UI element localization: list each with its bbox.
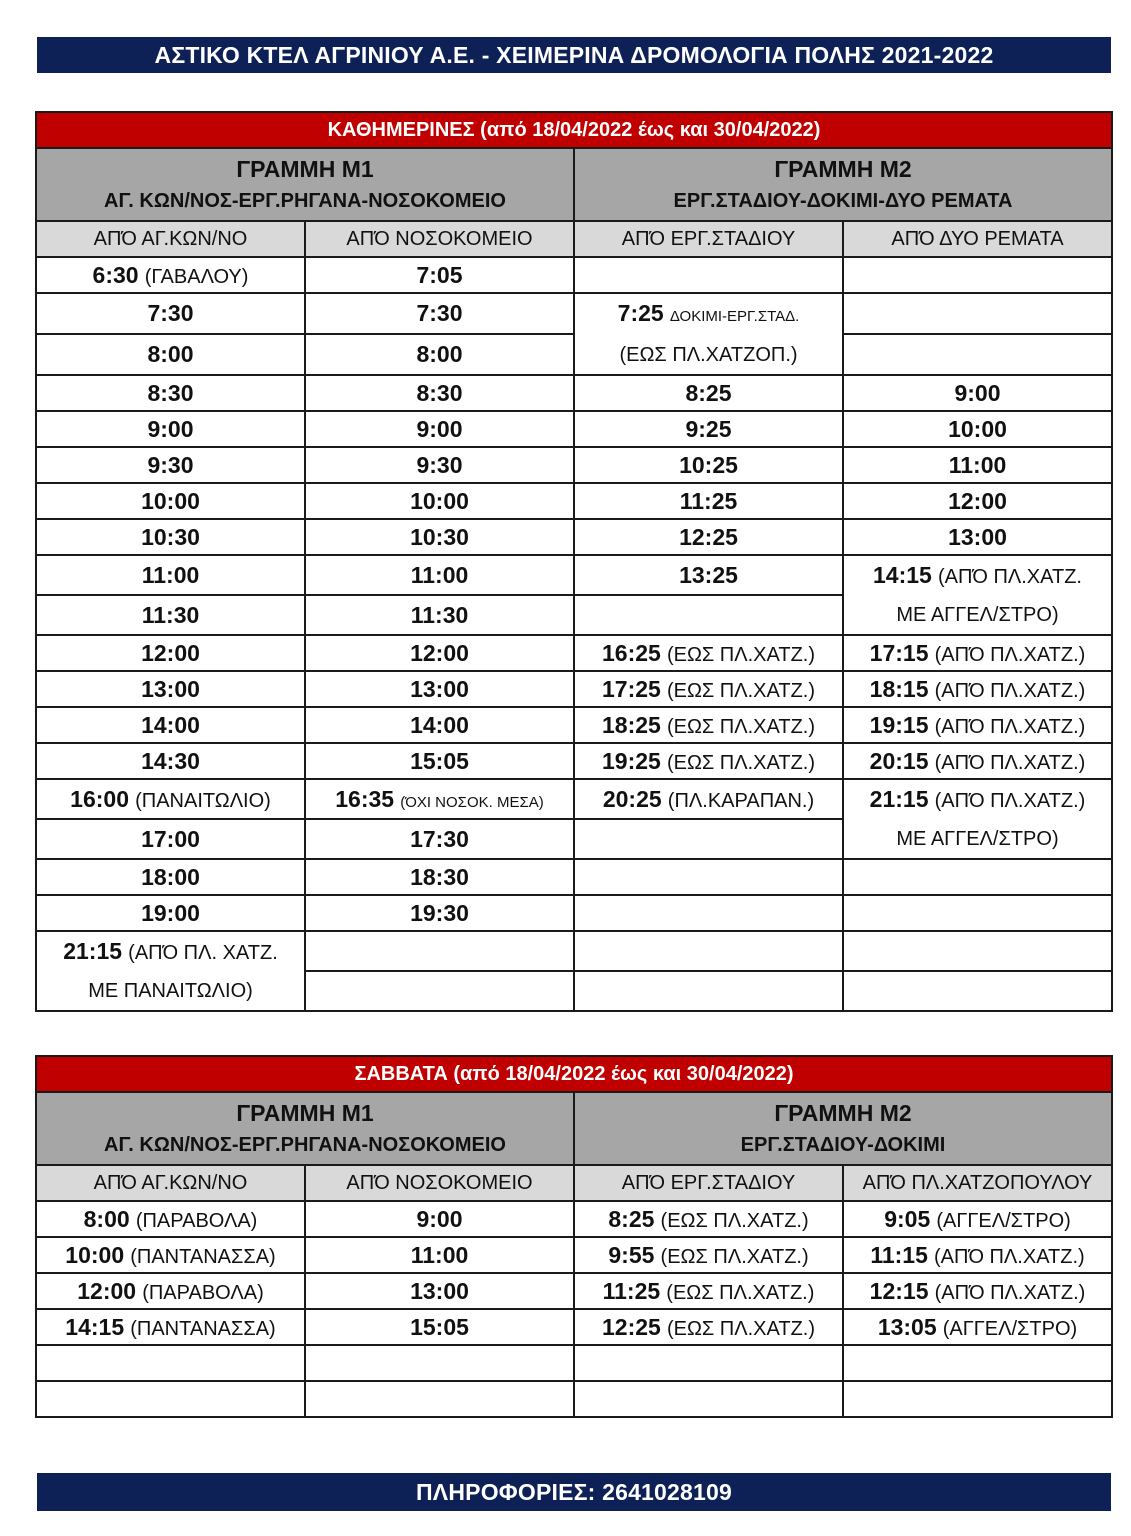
departure-time: 8:00 [83, 1205, 130, 1232]
departure-cell [843, 1201, 1112, 1237]
departure-cell [574, 555, 843, 595]
departure-cell [36, 483, 305, 519]
departure-note-line2: ΜΕ ΠΑΝΑΙΤΩΛΙΟ) [88, 980, 253, 1002]
departure-cell [36, 895, 305, 931]
departure-cell [305, 707, 574, 743]
departure-time: 13:05 [877, 1313, 937, 1340]
page-title: ΑΣΤΙΚΟ ΚΤΕΛ ΑΓΡΙΝΙΟΥ Α.Ε. - ΧΕΙΜΕΡΙΝΑ ΔΡΟΜΟΛΟΓΙΑ ΠΟΛΗΣ 2021-2022 [154, 41, 994, 68]
empty-cell [843, 971, 1112, 1011]
line-m2-route: ΕΡΓ.ΣΤΑΔΙΟΥ-ΔΟΚΙΜΙ-ΔΥΟ ΡΕΜΑΤΑ [673, 190, 1013, 213]
departure-cell [574, 411, 843, 447]
departure-time: 19:15 [869, 711, 929, 738]
empty-cell [574, 819, 843, 859]
schedule-row [36, 519, 1112, 555]
departure-time: 10:30 [410, 523, 469, 550]
departure-note: (ΓΑΒΑΛΟΥ) [144, 265, 249, 288]
schedule-row [36, 293, 1112, 334]
schedule-row [36, 375, 1112, 411]
departure-time: 17:30 [410, 825, 469, 852]
empty-cell [843, 1345, 1112, 1381]
departure-cell [305, 819, 574, 859]
empty-cell [574, 595, 843, 635]
departure-cell [305, 743, 574, 779]
schedule-row [36, 1273, 1112, 1309]
departure-time: 9:05 [884, 1205, 931, 1232]
departure-cell [843, 1237, 1112, 1273]
departure-note: (ΕΩΣ ΠΛ.ΧΑΤΖ.) [666, 751, 816, 774]
empty-cell [574, 971, 843, 1011]
empty-cell [36, 1345, 305, 1381]
schedule-row [36, 411, 1112, 447]
empty-cell [843, 895, 1112, 931]
departure-time: 13:00 [948, 523, 1007, 550]
departure-note: (ΑΠΌ ΠΛ.ΧΑΤΖ.) [934, 751, 1086, 774]
departure-cell [305, 334, 574, 375]
schedule-row [36, 1381, 1112, 1417]
departure-cell [843, 375, 1112, 411]
departure-note: (ΑΠΌ ΠΛ.ΧΑΤΖ.) [934, 643, 1086, 666]
departure-cell [36, 1201, 305, 1237]
departure-cell [574, 483, 843, 519]
departure-time: 12:25 [601, 1313, 661, 1340]
departure-cell [574, 671, 843, 707]
departure-cell [305, 293, 574, 334]
departure-cell [36, 671, 305, 707]
departure-time: 16:25 [601, 639, 661, 666]
departure-cell [305, 859, 574, 895]
departure-cell [574, 1309, 843, 1345]
departure-note: (ΑΠΌ ΠΛ. ΧΑΤΖ. [128, 942, 278, 964]
departure-time: 10:30 [141, 523, 200, 550]
departure-cell [574, 447, 843, 483]
empty-cell [843, 257, 1112, 293]
departure-time: 13:00 [141, 675, 200, 702]
departure-cell [305, 1273, 574, 1309]
departure-time: 12:00 [948, 487, 1007, 514]
empty-cell [574, 895, 843, 931]
departure-time: 11:30 [141, 601, 200, 628]
schedule-row [36, 779, 1112, 819]
departure-time: 17:25 [601, 675, 661, 702]
saturday-line-m1-header [36, 1092, 574, 1165]
departure-time: 11:00 [948, 451, 1007, 478]
departure-cell [36, 779, 305, 819]
departure-time: 14:15 [65, 1313, 125, 1340]
departure-time: 8:25 [685, 379, 732, 406]
weekday-line-m1-header [36, 148, 574, 221]
departure-time: 8:30 [147, 379, 194, 406]
departure-time: 11:25 [602, 1277, 661, 1304]
departure-time: 12:00 [141, 639, 200, 666]
departure-cell [36, 743, 305, 779]
departure-time: 18:00 [141, 863, 200, 890]
empty-cell [36, 1381, 305, 1417]
departure-time: 13:25 [679, 561, 738, 588]
departure-cell [843, 635, 1112, 671]
departure-note: (ΑΠΌ ΠΛ.ΧΑΤΖ.) [934, 1245, 1085, 1268]
departure-note: (ΑΓΓΕΛ/ΣΤΡΟ) [942, 1317, 1078, 1340]
schedule-row [36, 1345, 1112, 1381]
departure-time: 19:25 [601, 747, 661, 774]
departure-cell [36, 519, 305, 555]
departure-time: 20:15 [869, 747, 929, 774]
schedule-row [36, 635, 1112, 671]
empty-cell [843, 931, 1112, 971]
departure-note: (ΕΩΣ ΠΛ.ΧΑΤΖ.) [666, 679, 816, 702]
departure-time: 14:00 [410, 711, 469, 738]
direction-header: ΑΠΌ ΝΟΣΟΚΟΜΕΙΟ [305, 1165, 574, 1201]
empty-cell [843, 334, 1112, 375]
title-bar [37, 37, 1111, 73]
departure-cell [843, 447, 1112, 483]
departure-cell [574, 1237, 843, 1273]
departure-time: 17:15 [869, 639, 929, 666]
departure-cell [305, 411, 574, 447]
departure-time: 11:15 [870, 1241, 928, 1268]
departure-time: 11:00 [410, 561, 469, 588]
departure-cell [36, 1237, 305, 1273]
departure-time: 10:00 [948, 415, 1007, 442]
departure-time: 16:35 [335, 785, 395, 812]
departure-cell [574, 635, 843, 671]
departure-cell [305, 447, 574, 483]
line-m2-route: ΕΡΓ.ΣΤΑΔΙΟΥ-ΔΟΚΙΜΙ [740, 1134, 946, 1157]
departure-time: 10:00 [65, 1241, 125, 1268]
departure-time: 21:15 [869, 786, 929, 812]
schedule-row [36, 447, 1112, 483]
departure-cell [36, 859, 305, 895]
schedule-row [36, 931, 1112, 971]
departure-note: (ΑΓΓΕΛ/ΣΤΡΟ) [936, 1209, 1071, 1232]
departure-cell [36, 635, 305, 671]
empty-cell [843, 1381, 1112, 1417]
departure-time: 18:15 [869, 675, 929, 702]
schedule-row [36, 555, 1112, 595]
departure-time: 13:00 [410, 1277, 469, 1304]
schedule-row [36, 743, 1112, 779]
weekday-schedule-table [35, 111, 1113, 1012]
departure-note: (ΕΩΣ ΠΛ.ΧΑΤΖ.) [660, 1245, 809, 1268]
departure-cell [843, 483, 1112, 519]
departure-note: (ΠΑΡΑΒΟΛΑ) [135, 1209, 258, 1232]
weekday-period-header: ΚΑΘΗΜΕΡΙΝΕΣ (από 18/04/2022 έως και 30/04/2022) [36, 112, 1112, 148]
departure-cell [305, 1201, 574, 1237]
departure-note: (ΕΩΣ ΠΛ.ΧΑΤΖ.) [666, 1281, 815, 1304]
departure-note: (ΑΠΌ ΠΛ.ΧΑΤΖ.) [934, 1281, 1086, 1304]
departure-note: (ΠΑΡΑΒΟΛΑ) [142, 1281, 264, 1304]
departure-time: 12:15 [869, 1277, 929, 1304]
empty-cell [574, 859, 843, 895]
departure-time: 10:00 [410, 487, 469, 514]
departure-time: 11:30 [410, 601, 469, 628]
departure-cell [305, 1309, 574, 1345]
direction-header: ΑΠΌ ΕΡΓ.ΣΤΑΔΙΟΥ [574, 1165, 843, 1201]
departure-cell [843, 707, 1112, 743]
departure-cell [843, 779, 1112, 859]
departure-time: 15:05 [410, 1313, 469, 1340]
schedule-row [36, 257, 1112, 293]
departure-note: (ΑΠΌ ΠΛ.ΧΑΤΖ.) [934, 679, 1086, 702]
departure-cell [843, 671, 1112, 707]
departure-cell [36, 447, 305, 483]
departure-time: 12:25 [679, 523, 738, 550]
departure-time: 14:15 [873, 562, 932, 588]
departure-time: 11:25 [679, 487, 738, 514]
departure-time: 8:00 [147, 341, 194, 367]
departure-cell [574, 779, 843, 819]
line-m2-name: ΓΡΑΜΜΗ Μ2 [774, 1099, 912, 1126]
saturday-schedule-table [35, 1055, 1113, 1418]
departure-cell [305, 519, 574, 555]
empty-cell [843, 293, 1112, 334]
departure-cell [305, 375, 574, 411]
departure-cell [305, 555, 574, 595]
departure-cell [36, 931, 305, 1011]
weekday-line-m2-header [574, 148, 1112, 221]
departure-time: 18:25 [601, 711, 661, 738]
departure-note: (ΑΠΌ ΠΛ.ΧΑΤΖ.) [934, 790, 1086, 812]
line-m1-name: ΓΡΑΜΜΗ Μ1 [236, 1099, 374, 1126]
departure-note: (ΕΩΣ ΠΛ.ΧΑΤΖ.) [666, 1317, 816, 1340]
departure-time: 8:25 [608, 1205, 655, 1232]
departure-cell [305, 895, 574, 931]
departure-cell [305, 779, 574, 819]
departure-cell [843, 519, 1112, 555]
info-phone: ΠΛΗΡΟΦΟΡΙΕΣ: 2641028109 [416, 1478, 732, 1505]
departure-note-line2: ΜΕ ΑΓΓΕΛ/ΣΤΡΟ) [896, 828, 1059, 850]
departure-cell [36, 595, 305, 635]
departure-time: 16:00 [70, 785, 129, 812]
schedule-row [36, 1309, 1112, 1345]
departure-cell [36, 411, 305, 447]
direction-header: ΑΠΌ ΝΟΣΟΚΟΜΕΙΟ [305, 221, 574, 257]
departure-time: 13:00 [410, 675, 469, 702]
departure-time: 8:00 [416, 341, 463, 367]
info-footer-bar [37, 1473, 1111, 1511]
departure-time: 10:25 [679, 451, 738, 478]
departure-cell [305, 671, 574, 707]
departure-cell [36, 819, 305, 859]
direction-header: ΑΠΌ ΑΓ.ΚΩΝ/ΝΟ [36, 221, 305, 257]
departure-cell [36, 1273, 305, 1309]
departure-cell [574, 1201, 843, 1237]
departure-cell [574, 1273, 843, 1309]
departure-time: 10:00 [141, 487, 200, 514]
schedule-row [36, 1201, 1112, 1237]
departure-cell [36, 1309, 305, 1345]
departure-time: 18:30 [410, 863, 469, 890]
departure-note: (ΕΩΣ ΠΛ.ΧΑΤΖ.) [660, 1209, 809, 1232]
departure-cell [574, 293, 843, 375]
departure-time: 15:05 [410, 747, 469, 774]
departure-note: (ΠΛ.ΚΑΡΑΠΑΝ.) [667, 789, 815, 812]
departure-time: 7:30 [147, 300, 194, 326]
departure-time: 7:05 [416, 261, 463, 288]
departure-cell [843, 1273, 1112, 1309]
empty-cell [574, 1381, 843, 1417]
departure-cell [843, 743, 1112, 779]
departure-time: 9:25 [685, 415, 732, 442]
empty-cell [843, 859, 1112, 895]
departure-time: 9:00 [416, 415, 463, 442]
departure-note: (ΕΩΣ ΠΛ.ΧΑΤΖ.) [666, 643, 816, 666]
departure-time: 14:30 [141, 747, 200, 774]
departure-cell [36, 334, 305, 375]
departure-time: 12:00 [410, 639, 469, 666]
departure-cell [843, 1309, 1112, 1345]
departure-time: 19:30 [410, 899, 469, 926]
departure-cell [843, 555, 1112, 635]
departure-time: 9:55 [608, 1241, 655, 1268]
departure-time: 21:15 [63, 938, 123, 964]
empty-cell [574, 1345, 843, 1381]
departure-time: 11:00 [410, 1241, 469, 1268]
schedule-row [36, 1237, 1112, 1273]
line-m1-route: ΑΓ. ΚΩΝ/ΝΟΣ-ΕΡΓ.ΡΗΓΑΝΑ-ΝΟΣΟΚΟΜΕΙΟ [104, 190, 506, 213]
departure-time: 6:30 [92, 261, 139, 288]
departure-time: 7:25 [617, 300, 664, 326]
direction-header: ΑΠΌ ΔΥΟ ΡΕΜΑΤΑ [843, 221, 1112, 257]
departure-time: 9:00 [416, 1205, 463, 1232]
departure-cell [305, 635, 574, 671]
departure-time: 7:30 [416, 300, 463, 326]
departure-cell [574, 707, 843, 743]
departure-cell [36, 707, 305, 743]
empty-cell [305, 1345, 574, 1381]
line-m2-name: ΓΡΑΜΜΗ Μ2 [774, 155, 912, 182]
departure-cell [574, 375, 843, 411]
departure-time: 19:00 [141, 899, 200, 926]
departure-cell [36, 257, 305, 293]
schedule-row [36, 895, 1112, 931]
departure-cell [574, 743, 843, 779]
departure-time: 9:00 [954, 379, 1001, 406]
departure-time: 12:00 [77, 1277, 137, 1304]
direction-header: ΑΠΌ ΕΡΓ.ΣΤΑΔΙΟΥ [574, 221, 843, 257]
schedule-row [36, 483, 1112, 519]
departure-note: (ΠΑΝΤΑΝΑΣΣΑ) [130, 1245, 276, 1268]
departure-cell [574, 519, 843, 555]
departure-cell [36, 555, 305, 595]
departure-cell [305, 257, 574, 293]
departure-cell [305, 1237, 574, 1273]
departure-time: 8:30 [416, 379, 463, 406]
empty-cell [574, 931, 843, 971]
departure-note: (ΑΠΌ ΠΛ.ΧΑΤΖ. [937, 566, 1082, 588]
departure-note: (ΌΧΙ ΝΟΣΟΚ. ΜΕΣΑ) [400, 793, 544, 811]
departure-note: (ΕΩΣ ΠΛ.ΧΑΤΖ.) [666, 715, 816, 738]
departure-time: 20:25 [602, 785, 662, 812]
direction-header: ΑΠΌ ΑΓ.ΚΩΝ/ΝΟ [36, 1165, 305, 1201]
schedule-row [36, 859, 1112, 895]
empty-cell [305, 931, 574, 971]
departure-time: 14:00 [141, 711, 200, 738]
saturday-period-header: ΣΑΒΒΑΤΑ (από 18/04/2022 έως και 30/04/2022) [36, 1056, 1112, 1092]
departure-note: (ΠΑΝΤΑΝΑΣΣΑ) [130, 1317, 276, 1340]
departure-note: (ΑΠΌ ΠΛ.ΧΑΤΖ.) [934, 715, 1086, 738]
departure-cell [305, 595, 574, 635]
departure-cell [36, 375, 305, 411]
empty-cell [305, 971, 574, 1011]
departure-time: 9:30 [147, 451, 194, 478]
line-m1-route: ΑΓ. ΚΩΝ/ΝΟΣ-ΕΡΓ.ΡΗΓΑΝΑ-ΝΟΣΟΚΟΜΕΙΟ [104, 1134, 506, 1157]
departure-time: 9:30 [416, 451, 463, 478]
departure-time: 11:00 [141, 561, 200, 588]
departure-note-line2: ΜΕ ΑΓΓΕΛ/ΣΤΡΟ) [896, 604, 1059, 626]
line-m1-name: ΓΡΑΜΜΗ Μ1 [236, 155, 374, 182]
schedule-row [36, 707, 1112, 743]
direction-header: ΑΠΌ ΠΛ.ΧΑΤΖΟΠΟΥΛΟΥ [843, 1165, 1112, 1201]
departure-note: (ΠΑΝΑΙΤΩΛΙΟ) [135, 789, 271, 812]
schedule-row [36, 671, 1112, 707]
saturday-line-m2-header [574, 1092, 1112, 1165]
departure-cell [36, 293, 305, 334]
departure-cell [305, 483, 574, 519]
departure-time: 17:00 [141, 825, 200, 852]
departure-cell [843, 411, 1112, 447]
departure-note-line2: (ΕΩΣ ΠΛ.ΧΑΤΖΟΠ.) [619, 344, 798, 366]
empty-cell [574, 257, 843, 293]
departure-note: ΔΟΚΙΜΙ-ΕΡΓ.ΣΤΑΔ. [669, 308, 800, 325]
empty-cell [305, 1381, 574, 1417]
departure-time: 9:00 [147, 415, 194, 442]
